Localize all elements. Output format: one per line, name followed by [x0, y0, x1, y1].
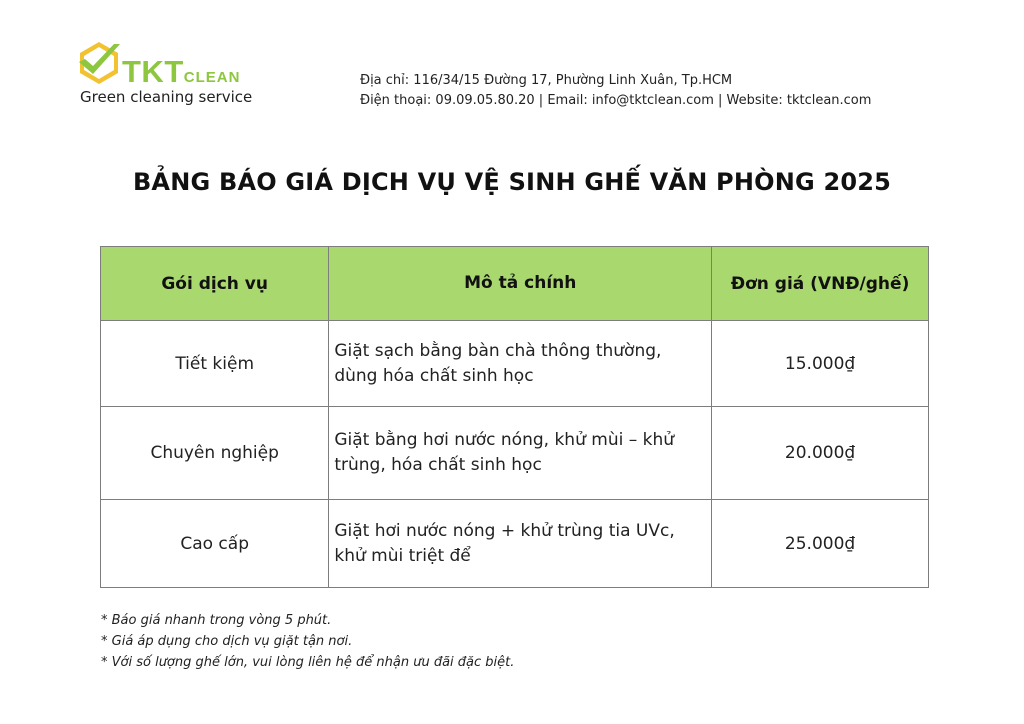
description-line: Giặt bằng hơi nước nóng, khử mùi – khử — [334, 430, 675, 450]
phone-email-website-line: Điện thoại: 09.09.05.80.20 | Email: info@tktclean.com | Website: tktclean.com — [360, 93, 872, 108]
price-table — [100, 246, 929, 588]
column-header-price: Đơn giá (VNĐ/ghế) — [712, 247, 929, 321]
page-title: BẢNG BÁO GIÁ DỊCH VỤ VỆ SINH GHẾ VĂN PHÒNG 2025 — [132, 168, 892, 196]
package-cell: Chuyên nghiệp — [101, 407, 329, 500]
checkmark-badge-icon — [76, 40, 122, 86]
table-row — [101, 407, 929, 500]
description-line: trùng, hóa chất sinh học — [334, 455, 542, 475]
company-logo — [76, 40, 266, 110]
footnote: * Với số lượng ghế lớn, vui lòng liên hệ để nhận ưu đãi đặc biệt. — [101, 655, 515, 670]
package-cell: Tiết kiệm — [101, 321, 329, 407]
price-cell: 25.000₫ — [712, 500, 929, 588]
table-row — [101, 321, 929, 407]
address-line: Địa chỉ: 116/34/15 Đường 17, Phường Linh Xuân, Tp.HCM — [360, 73, 733, 88]
price-cell: 15.000₫ — [712, 321, 929, 407]
footnote: * Báo giá nhanh trong vòng 5 phút. — [101, 613, 332, 628]
table-header-row — [101, 247, 929, 321]
description-line: dùng hóa chất sinh học — [334, 365, 534, 386]
description-line: Giặt sạch bằng bàn chà thông thường, — [334, 340, 662, 361]
footnotes — [101, 610, 514, 673]
description-cell — [329, 407, 712, 500]
contact-info — [360, 71, 871, 111]
description-cell — [329, 321, 712, 407]
description-cell — [329, 500, 712, 588]
column-header-description: Mô tả chính — [329, 247, 712, 321]
description-line: khử mùi triệt để — [334, 545, 471, 566]
footnote: * Giá áp dụng cho dịch vụ giặt tận nơi. — [101, 634, 353, 649]
package-cell: Cao cấp — [101, 500, 329, 588]
table-row — [101, 500, 929, 588]
description-line: Giặt hơi nước nóng + khử trùng tia UVc, — [334, 520, 675, 541]
price-cell: 20.000₫ — [712, 407, 929, 500]
column-header-package: Gói dịch vụ — [101, 247, 329, 321]
brand-name: TKTCLEAN — [122, 54, 241, 89]
brand-tagline: Green cleaning service — [80, 88, 253, 106]
